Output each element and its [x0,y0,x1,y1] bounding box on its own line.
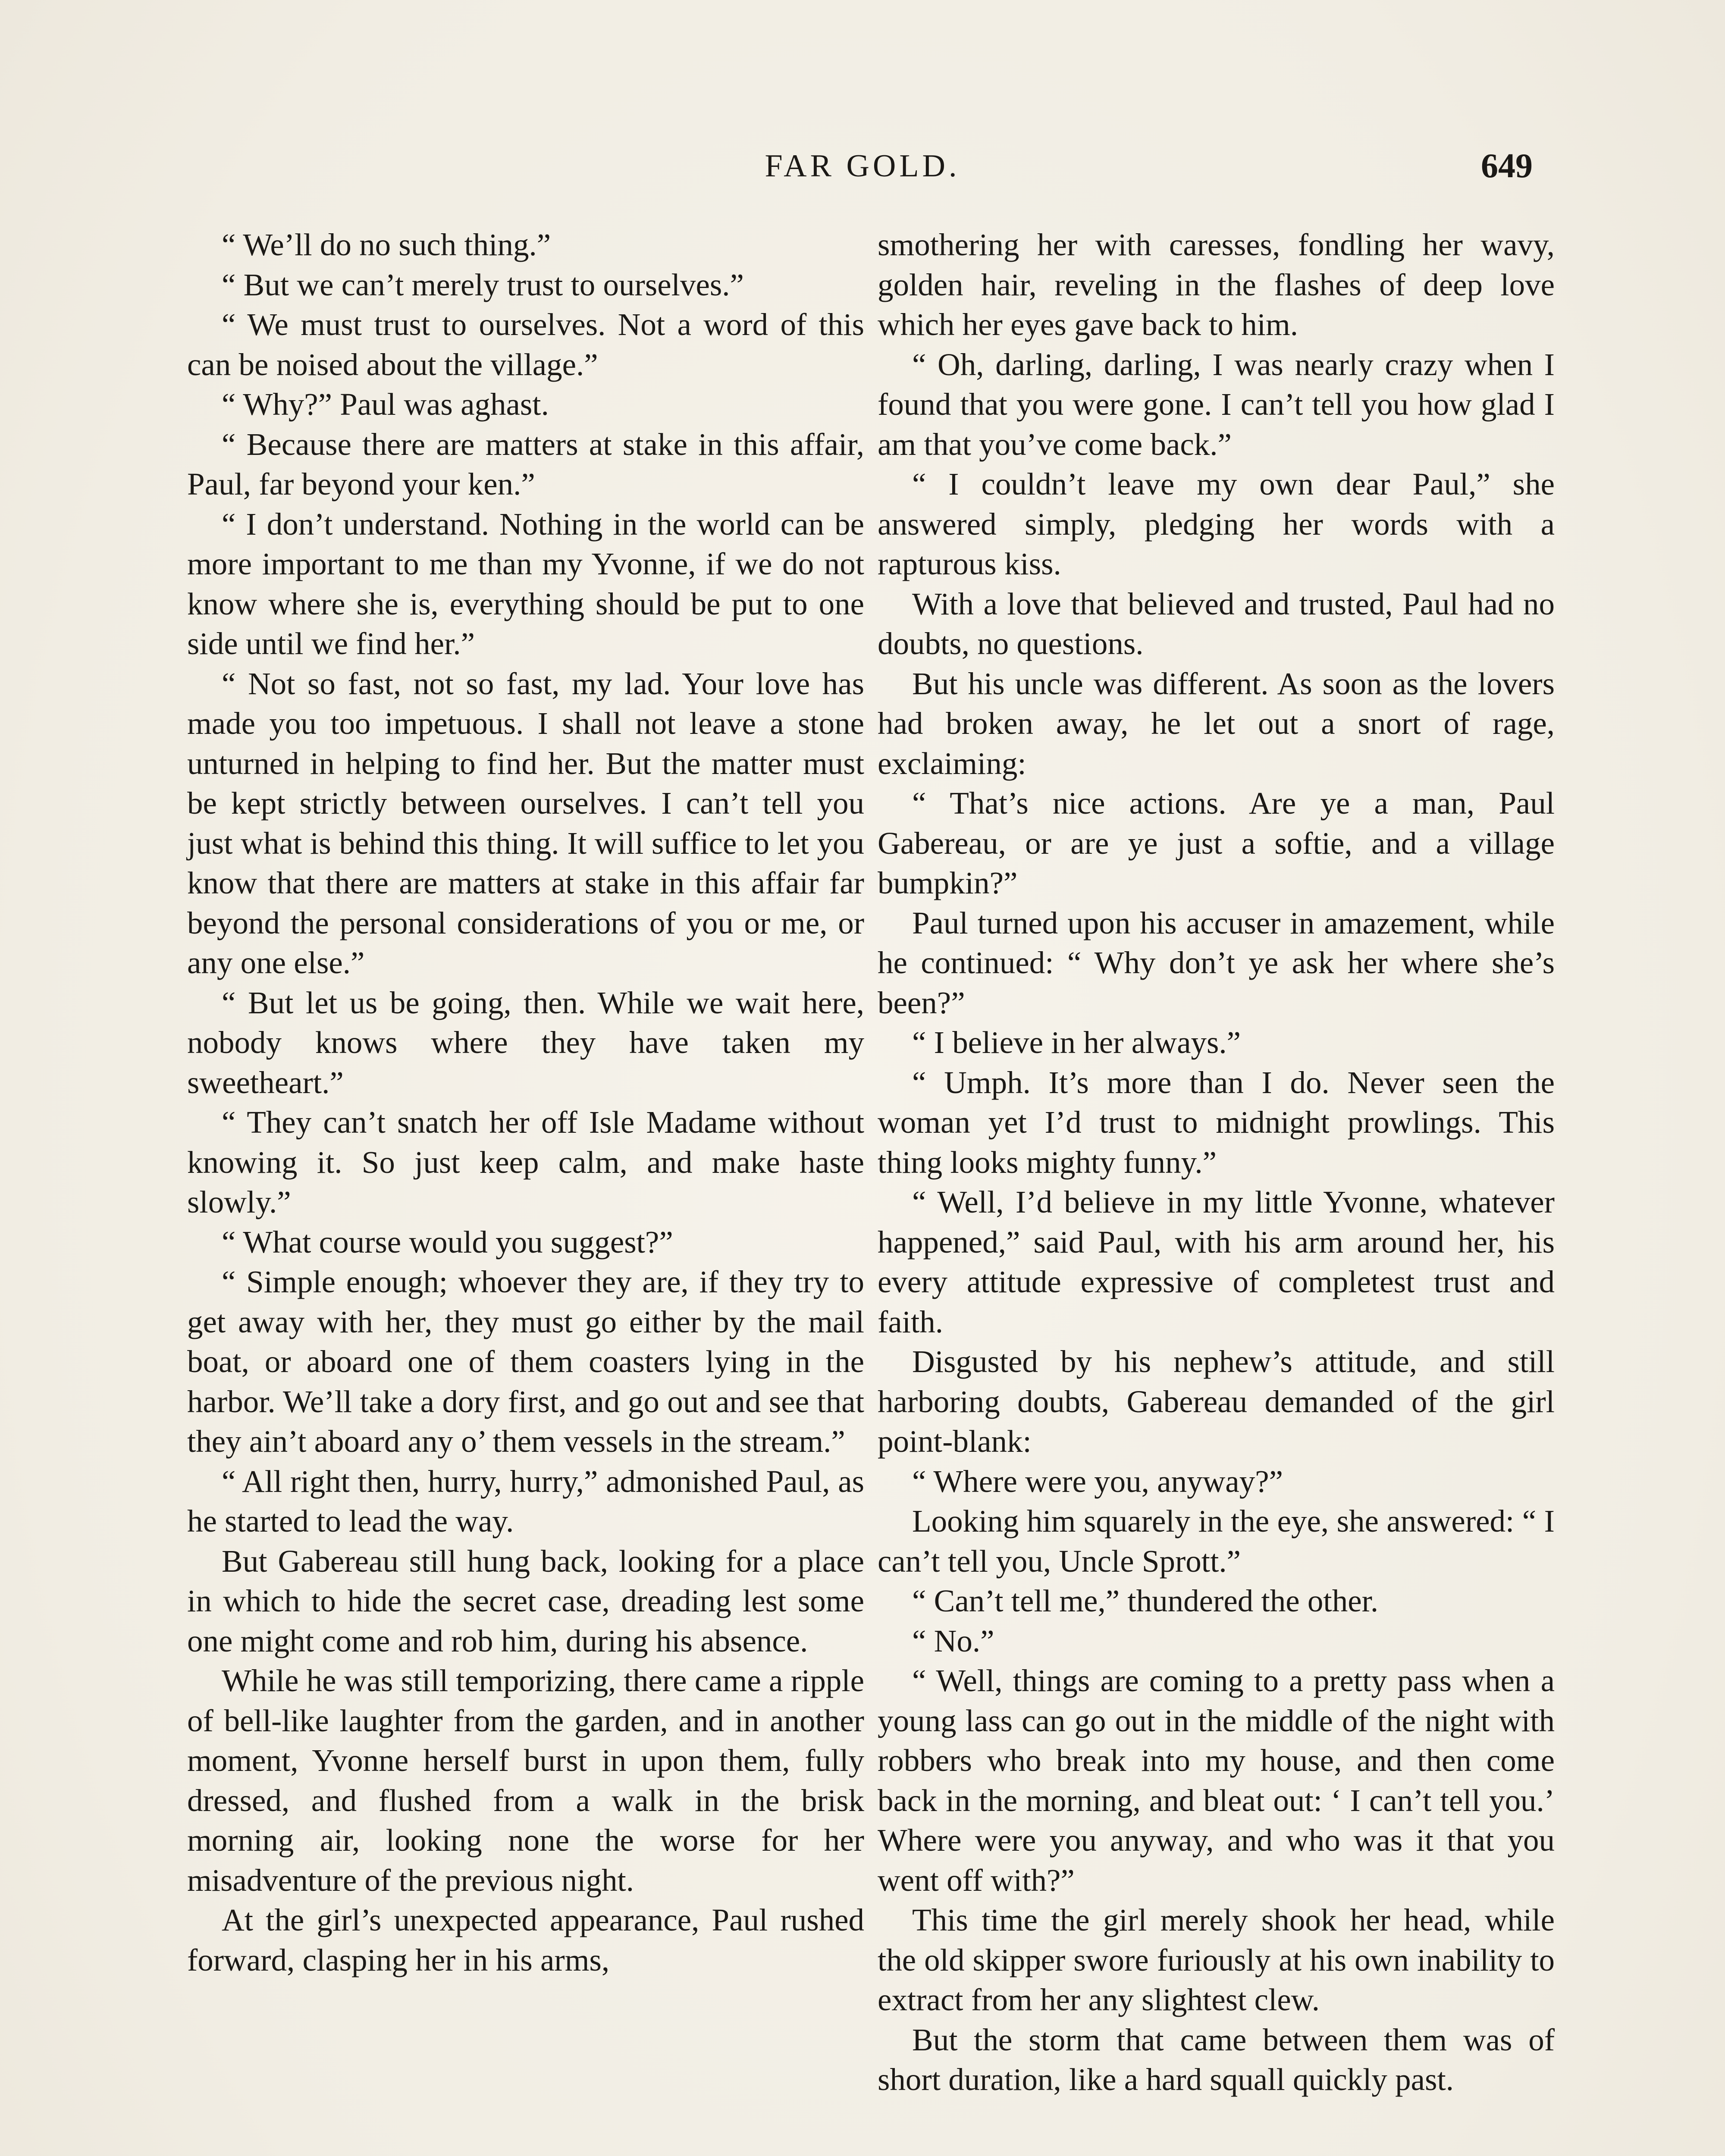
running-head [0,142,1725,190]
paragraph: At the girl’s unexpected appearance, Paul rushed forward, clasping her in his arms, [187,1902,864,1977]
paragraph: “ Well, things are coming to a pretty pass when a young lass can go out in the middle of the night with robbers who break into my house, and then come back in the morning, and bleat out: ‘ I can’t tell you.’ Where were you anyway, and who was it that you went off with?” [878,1663,1555,1898]
page-number: 649 [1481,147,1533,185]
left-column [187,225,864,1980]
paragraph: “ Why?” Paul was aghast. [222,387,549,422]
paragraph: “ I don’t understand. Nothing in the world can be more important to me than my Yvonne, if we do not know where she is, everything should be put to one side until we find her.” [187,506,864,661]
paragraph: “ We’ll do no such thing.” [222,227,551,262]
paragraph: While he was still temporizing, there came a ripple of bell-like laughter from the garden, and in another moment, Yvonne herself burst in upon them, fully dressed, and flushed from a walk in the brisk morning air, looking none the worse for her misadventure of the previous night. [187,1663,864,1898]
paragraph: “ Where were you, anyway?” [912,1463,1283,1499]
paragraph: But Gabereau still hung back, looking for a place in which to hide the secret case, dreading lest some one might come and rob him, during his absence. [187,1543,864,1658]
paragraph: “ But we can’t merely trust to ourselves.” [222,267,744,302]
paragraph: “ Umph. It’s more than I do. Never seen the woman yet I’d trust to midnight prowlings. This thing looks mighty funny.” [878,1065,1555,1180]
paragraph: But his uncle was different. As soon as the lovers had broken away, he let out a snort of rage, exclaiming: [878,666,1555,781]
running-title: FAR GOLD. [765,148,960,184]
paragraph: Disgusted by his nephew’s attitude, and still harboring doubts, Gabereau demanded of the girl point-blank: [878,1344,1555,1459]
right-column [878,225,1555,2100]
paragraph: “ I couldn’t leave my own dear Paul,” she answered simply, pledging her words with a rapturous kiss. [878,467,1555,581]
paragraph: “ Well, I’d believe in my little Yvonne, whatever happened,” said Paul, with his arm around her, his every attitude expressive of completest trust and faith. [878,1185,1555,1339]
paragraph: With a love that believed and trusted, Paul had no doubts, no questions. [878,586,1555,661]
paragraph: “ Not so fast, not so fast, my lad. Your love has made you too impetuous. I shall not leave a stone unturned in helping to find her. But the matter must be kept strictly between ourselves. I can’t tell you just what is behind this thing. It will suffice to let you know that there are matters at stake in this affair far beyond the personal considerations of you or me, or any one else.” [187,666,864,980]
paragraph: “ I believe in her always.” [912,1025,1241,1060]
paragraph-continued: smothering her with caresses, fondling her wavy, golden hair, reveling in the flashes of deep love which her eyes gave back to him. [878,227,1555,342]
paragraph: This time the girl merely shook her head, while the old skipper swore furiously at his own inability to extract from her any slightest clew. [878,1902,1555,2017]
paragraph: “ But let us be going, then. While we wait here, nobody knows where they have taken my sweetheart.” [187,985,864,1100]
paragraph: Looking him squarely in the eye, she answered: “ I can’t tell you, Uncle Sprott.” [878,1504,1555,1579]
paragraph: “ We must trust to ourselves. Not a word of this can be noised about the village.” [187,307,864,382]
paragraph: “ Simple enough; whoever they are, if they try to get away with her, they must go either by the mail boat, or aboard one of them coasters lying in the harbor. We’ll take a dory first, and go out and see that they ain’t aboard any o’ them vessels in the stream.” [187,1264,864,1459]
paragraph: “ What course would you suggest?” [222,1224,673,1260]
paragraph: But the storm that came between them was of short duration, like a hard squall quickly past. [878,2022,1555,2097]
paragraph: “ That’s nice actions. Are ye a man, Paul Gabereau, or are ye just a softie, and a village bumpkin?” [878,786,1555,900]
paragraph: “ All right then, hurry, hurry,” admonished Paul, as he started to lead the way. [187,1463,864,1539]
paragraph: “ Oh, darling, darling, I was nearly crazy when I found that you were gone. I can’t tell you how glad I am that you’ve come back.” [878,347,1555,462]
paragraph: “ Can’t tell me,” thundered the other. [912,1583,1379,1618]
paragraph: “ No.” [912,1623,994,1658]
paragraph: Paul turned upon his accuser in amazement, while he continued: “ Why don’t ye ask her where she’s been?” [878,905,1555,1020]
paragraph: “ Because there are matters at stake in this affair, Paul, far beyond your ken.” [187,426,864,501]
paragraph: “ They can’t snatch her off Isle Madame without knowing it. So just keep calm, and make haste slowly.” [187,1105,864,1219]
